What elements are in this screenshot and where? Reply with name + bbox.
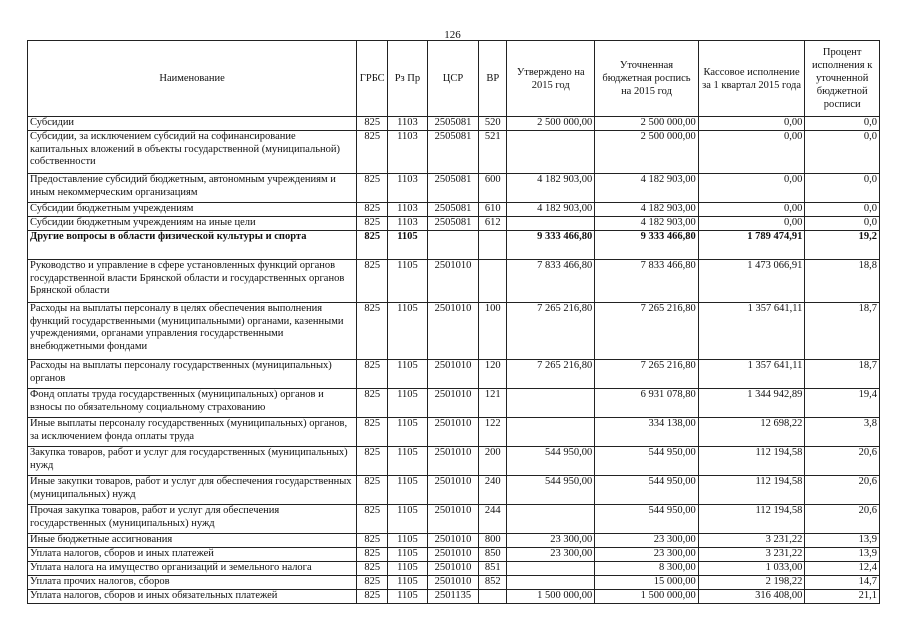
cell-vr: 852 [479, 576, 507, 590]
table-row [28, 447, 880, 476]
cell-rzpr: 1105 [388, 476, 427, 505]
cell-approved: 9 333 466,80 [507, 231, 595, 260]
cell-cash: 112 194,58 [698, 447, 805, 476]
cell-vr [479, 590, 507, 604]
cell-approved: 7 265 216,80 [507, 360, 595, 389]
cell-csr: 2505081 [427, 217, 479, 231]
cell-rzpr: 1105 [388, 590, 427, 604]
cell-name: Уплата налогов, сборов и иных платежей [28, 548, 357, 562]
cell-rzpr: 1103 [388, 117, 427, 131]
cell-grbs: 825 [357, 562, 388, 576]
cell-grbs: 825 [357, 389, 388, 418]
cell-approved [507, 217, 595, 231]
cell-percent: 18,8 [805, 260, 880, 303]
col-header-percent: Процент исполнения к уточненной бюджетной росписи [805, 41, 880, 117]
table-row [28, 231, 880, 260]
cell-rzpr: 1103 [388, 174, 427, 203]
cell-rzpr: 1105 [388, 562, 427, 576]
col-header-refined: Уточненная бюджетная роспись на 2015 год [595, 41, 699, 117]
cell-refined: 7 265 216,80 [595, 360, 699, 389]
cell-vr: 600 [479, 174, 507, 203]
cell-cash: 1 473 066,91 [698, 260, 805, 303]
cell-approved: 7 265 216,80 [507, 303, 595, 360]
cell-refined: 334 138,00 [595, 418, 699, 447]
cell-rzpr: 1105 [388, 576, 427, 590]
cell-refined: 2 500 000,00 [595, 117, 699, 131]
cell-name: Субсидии бюджетным учреждениям [28, 203, 357, 217]
cell-percent: 21,1 [805, 590, 880, 604]
cell-cash: 12 698,22 [698, 418, 805, 447]
cell-cash: 3 231,22 [698, 534, 805, 548]
cell-csr: 2501010 [427, 303, 479, 360]
cell-percent: 12,4 [805, 562, 880, 576]
cell-refined: 544 950,00 [595, 447, 699, 476]
cell-cash: 0,00 [698, 203, 805, 217]
col-header-name: Наименование [28, 41, 357, 117]
cell-refined: 544 950,00 [595, 476, 699, 505]
cell-grbs: 825 [357, 447, 388, 476]
cell-percent: 20,6 [805, 505, 880, 534]
cell-name: Фонд оплаты труда государственных (муниципальных) органов и взносы по обязательному социальному страхованию [28, 389, 357, 418]
cell-refined: 9 333 466,80 [595, 231, 699, 260]
cell-vr: 120 [479, 360, 507, 389]
cell-approved: 544 950,00 [507, 476, 595, 505]
cell-percent: 18,7 [805, 360, 880, 389]
cell-grbs: 825 [357, 260, 388, 303]
cell-refined: 1 500 000,00 [595, 590, 699, 604]
cell-csr: 2505081 [427, 131, 479, 174]
cell-vr: 851 [479, 562, 507, 576]
table-row [28, 534, 880, 548]
cell-grbs: 825 [357, 418, 388, 447]
cell-vr: 121 [479, 389, 507, 418]
cell-approved: 544 950,00 [507, 447, 595, 476]
cell-approved [507, 131, 595, 174]
cell-cash: 1 357 641,11 [698, 303, 805, 360]
cell-csr: 2501010 [427, 562, 479, 576]
cell-grbs: 825 [357, 476, 388, 505]
cell-grbs: 825 [357, 576, 388, 590]
table-header-row [28, 41, 880, 117]
cell-approved: 7 833 466,80 [507, 260, 595, 303]
col-header-grbs: ГРБС [357, 41, 388, 117]
cell-csr: 2501010 [427, 447, 479, 476]
cell-rzpr: 1105 [388, 447, 427, 476]
cell-vr: 200 [479, 447, 507, 476]
cell-name: Другие вопросы в области физической культуры и спорта [28, 231, 357, 260]
cell-refined: 7 833 466,80 [595, 260, 699, 303]
table-row [28, 203, 880, 217]
cell-vr: 520 [479, 117, 507, 131]
cell-rzpr: 1103 [388, 203, 427, 217]
cell-grbs: 825 [357, 217, 388, 231]
cell-rzpr: 1105 [388, 360, 427, 389]
cell-approved [507, 418, 595, 447]
cell-grbs: 825 [357, 590, 388, 604]
cell-name: Закупка товаров, работ и услуг для государственных (муниципальных) нужд [28, 447, 357, 476]
cell-csr: 2505081 [427, 203, 479, 217]
cell-grbs: 825 [357, 360, 388, 389]
cell-rzpr: 1105 [388, 548, 427, 562]
cell-name: Субсидии [28, 117, 357, 131]
cell-vr [479, 260, 507, 303]
col-header-csr: ЦСР [427, 41, 479, 117]
cell-csr: 2501010 [427, 389, 479, 418]
cell-cash: 0,00 [698, 217, 805, 231]
cell-grbs: 825 [357, 548, 388, 562]
cell-approved: 23 300,00 [507, 548, 595, 562]
cell-percent: 20,6 [805, 476, 880, 505]
table-row [28, 505, 880, 534]
cell-cash: 2 198,22 [698, 576, 805, 590]
cell-rzpr: 1105 [388, 231, 427, 260]
cell-percent: 0,0 [805, 203, 880, 217]
cell-grbs: 825 [357, 174, 388, 203]
cell-approved [507, 562, 595, 576]
cell-percent: 19,2 [805, 231, 880, 260]
cell-name: Иные закупки товаров, работ и услуг для обеспечения государственных (муниципальных) нужд [28, 476, 357, 505]
cell-cash: 0,00 [698, 174, 805, 203]
cell-cash: 1 357 641,11 [698, 360, 805, 389]
cell-percent: 0,0 [805, 131, 880, 174]
page-number: 126 [444, 29, 461, 41]
cell-csr: 2501010 [427, 505, 479, 534]
budget-table [27, 40, 880, 604]
cell-refined: 544 950,00 [595, 505, 699, 534]
cell-cash: 316 408,00 [698, 590, 805, 604]
cell-grbs: 825 [357, 203, 388, 217]
cell-rzpr: 1105 [388, 534, 427, 548]
cell-vr: 800 [479, 534, 507, 548]
cell-rzpr: 1105 [388, 303, 427, 360]
cell-cash: 112 194,58 [698, 476, 805, 505]
cell-grbs: 825 [357, 231, 388, 260]
cell-refined: 4 182 903,00 [595, 174, 699, 203]
cell-cash: 0,00 [698, 131, 805, 174]
cell-csr: 2501010 [427, 418, 479, 447]
col-header-rzpr: Рз Пр [388, 41, 427, 117]
col-header-approved: Утверждено на 2015 год [507, 41, 595, 117]
cell-grbs: 825 [357, 117, 388, 131]
cell-percent: 3,8 [805, 418, 880, 447]
cell-name: Уплата налога на имущество организаций и земельного налога [28, 562, 357, 576]
cell-vr: 610 [479, 203, 507, 217]
cell-approved [507, 505, 595, 534]
cell-approved [507, 576, 595, 590]
cell-cash: 1 344 942,89 [698, 389, 805, 418]
cell-approved: 4 182 903,00 [507, 174, 595, 203]
cell-rzpr: 1105 [388, 418, 427, 447]
table-row [28, 303, 880, 360]
cell-csr: 2505081 [427, 174, 479, 203]
cell-name: Иные бюджетные ассигнования [28, 534, 357, 548]
cell-csr [427, 231, 479, 260]
cell-name: Уплата прочих налогов, сборов [28, 576, 357, 590]
cell-rzpr: 1103 [388, 217, 427, 231]
cell-csr: 2501010 [427, 534, 479, 548]
cell-refined: 15 000,00 [595, 576, 699, 590]
table-row [28, 548, 880, 562]
cell-rzpr: 1105 [388, 260, 427, 303]
cell-grbs: 825 [357, 505, 388, 534]
table-row [28, 117, 880, 131]
cell-refined: 8 300,00 [595, 562, 699, 576]
table-row [28, 562, 880, 576]
cell-csr: 2501010 [427, 576, 479, 590]
table-row [28, 576, 880, 590]
table-row [28, 360, 880, 389]
cell-percent: 0,0 [805, 174, 880, 203]
cell-approved: 23 300,00 [507, 534, 595, 548]
cell-csr: 2501010 [427, 260, 479, 303]
cell-vr: 612 [479, 217, 507, 231]
cell-percent: 20,6 [805, 447, 880, 476]
cell-name: Прочая закупка товаров, работ и услуг для обеспечения государственных (муниципальных) нужд [28, 505, 357, 534]
cell-vr [479, 231, 507, 260]
cell-csr: 2501010 [427, 548, 479, 562]
cell-rzpr: 1105 [388, 505, 427, 534]
cell-name: Иные выплаты персоналу государственных (муниципальных) органов, за исключением фонда оплаты труда [28, 418, 357, 447]
cell-refined: 6 931 078,80 [595, 389, 699, 418]
cell-cash: 112 194,58 [698, 505, 805, 534]
cell-cash: 0,00 [698, 117, 805, 131]
col-header-vr: ВР [479, 41, 507, 117]
cell-csr: 2501010 [427, 476, 479, 505]
cell-vr: 521 [479, 131, 507, 174]
cell-vr: 240 [479, 476, 507, 505]
cell-vr: 244 [479, 505, 507, 534]
table-row [28, 389, 880, 418]
table-row [28, 174, 880, 203]
cell-name: Уплата налогов, сборов и иных обязательных платежей [28, 590, 357, 604]
cell-name: Субсидии, за исключением субсидий на софинансирование капитальных вложений в объекты государственной (муниципальной) собственности [28, 131, 357, 174]
cell-csr: 2501010 [427, 360, 479, 389]
table-row [28, 131, 880, 174]
cell-approved: 2 500 000,00 [507, 117, 595, 131]
col-header-cash: Кассовое исполнение за 1 квартал 2015 года [698, 41, 805, 117]
cell-grbs: 825 [357, 131, 388, 174]
cell-name: Расходы на выплаты персоналу государственных (муниципальных) органов [28, 360, 357, 389]
cell-refined: 4 182 903,00 [595, 203, 699, 217]
cell-approved: 4 182 903,00 [507, 203, 595, 217]
table-row [28, 476, 880, 505]
cell-csr: 2501135 [427, 590, 479, 604]
cell-approved [507, 389, 595, 418]
cell-refined: 7 265 216,80 [595, 303, 699, 360]
cell-name: Расходы на выплаты персоналу в целях обеспечения выполнения функций государственными (муниципальными) органами, казенными учреждениями, органами управления государственными внебюджетными фондами [28, 303, 357, 360]
cell-refined: 2 500 000,00 [595, 131, 699, 174]
cell-refined: 23 300,00 [595, 548, 699, 562]
cell-percent: 19,4 [805, 389, 880, 418]
cell-grbs: 825 [357, 303, 388, 360]
cell-cash: 3 231,22 [698, 548, 805, 562]
cell-cash: 1 033,00 [698, 562, 805, 576]
table-row [28, 217, 880, 231]
cell-name: Предоставление субсидий бюджетным, автономным учреждениям и иным некоммерческим организациям [28, 174, 357, 203]
cell-percent: 14,7 [805, 576, 880, 590]
cell-cash: 1 789 474,91 [698, 231, 805, 260]
cell-refined: 4 182 903,00 [595, 217, 699, 231]
cell-percent: 13,9 [805, 534, 880, 548]
cell-vr: 100 [479, 303, 507, 360]
table-row [28, 418, 880, 447]
cell-rzpr: 1103 [388, 131, 427, 174]
table-row [28, 590, 880, 604]
cell-refined: 23 300,00 [595, 534, 699, 548]
cell-approved: 1 500 000,00 [507, 590, 595, 604]
cell-vr: 122 [479, 418, 507, 447]
cell-rzpr: 1105 [388, 389, 427, 418]
cell-name: Руководство и управление в сфере установленных функций органов государственной власти Брянской области и государственных органов Брянской области [28, 260, 357, 303]
cell-percent: 13,9 [805, 548, 880, 562]
table-row [28, 260, 880, 303]
cell-percent: 0,0 [805, 117, 880, 131]
cell-csr: 2505081 [427, 117, 479, 131]
cell-name: Субсидии бюджетным учреждениям на иные цели [28, 217, 357, 231]
cell-percent: 0,0 [805, 217, 880, 231]
cell-vr: 850 [479, 548, 507, 562]
cell-percent: 18,7 [805, 303, 880, 360]
cell-grbs: 825 [357, 534, 388, 548]
